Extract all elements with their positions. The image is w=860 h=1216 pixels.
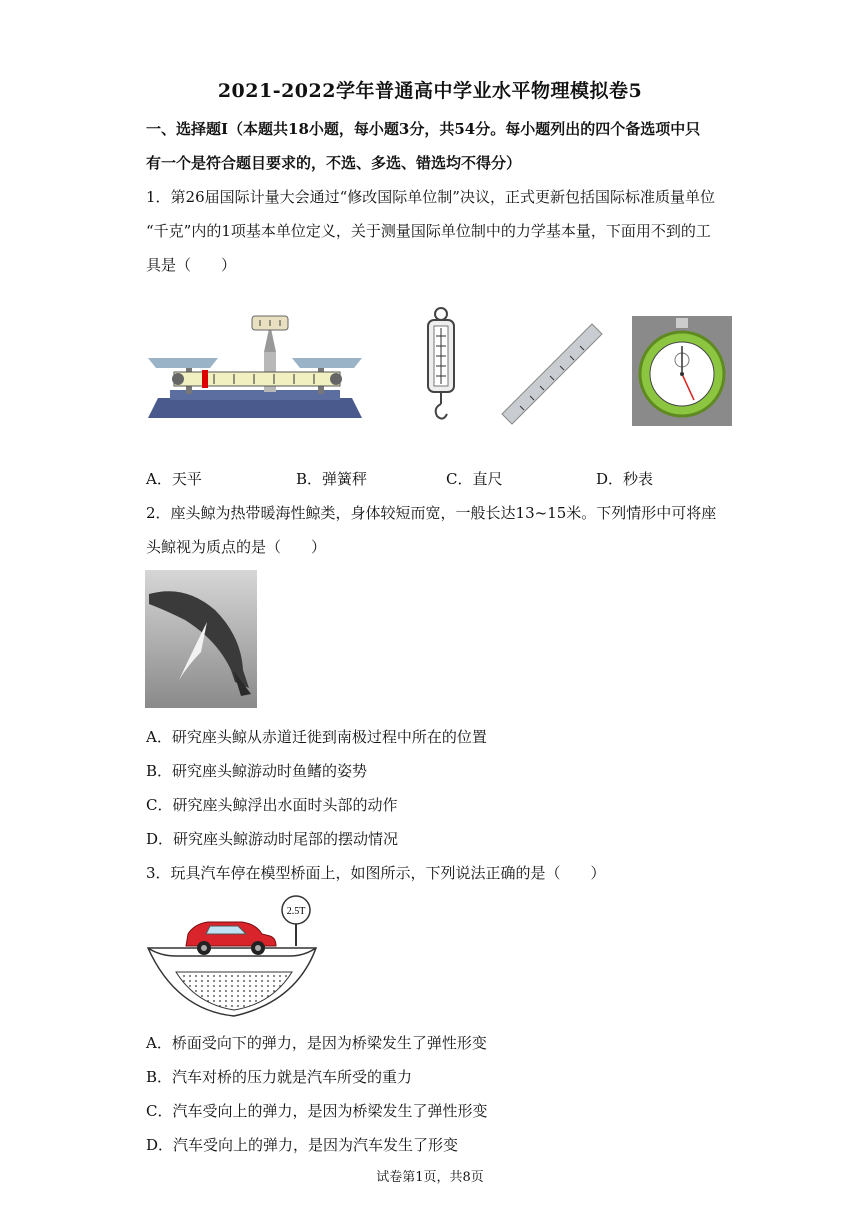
balance-scale-image bbox=[148, 312, 362, 424]
q2-stem-line1: 2．座头鲸为热带暖海性鲸类，身体较短而宽，一般长达13~15米。下列情形中可将座 bbox=[146, 504, 717, 522]
stopwatch-image bbox=[632, 316, 732, 426]
q1-stem-line2: “千克”内的1项基本单位定义，关于测量国际单位制中的力学基本量，下面用不到的工 bbox=[146, 222, 711, 240]
spring-scale-image bbox=[424, 306, 458, 424]
q1-option-d: D．秒表 bbox=[596, 470, 654, 488]
humpback-whale-image bbox=[145, 570, 257, 708]
q1-stem-line1: 1．第26届国际计量大会通过“修改国际单位制”决议，正式更新包括国际标准质量单位 bbox=[146, 188, 715, 206]
q3-option-b: B．汽车对桥的压力就是汽车所受的重力 bbox=[146, 1068, 413, 1086]
page-title: 2021-2022学年普通高中学业水平物理模拟卷5 bbox=[217, 80, 643, 102]
q1-option-b: B．弹簧秤 bbox=[296, 470, 368, 488]
toy-car-bridge-image bbox=[146, 894, 318, 1020]
q2-option-c: C．研究座头鲸浮出水面时头部的动作 bbox=[146, 796, 398, 814]
section-heading-line1: 一、选择题Ⅰ（本题共18小题，每小题3分，共54分。每小题列出的四个备选项中只 bbox=[146, 120, 701, 138]
q3-option-c: C．汽车受向上的弹力，是因为桥梁发生了弹性形变 bbox=[146, 1102, 488, 1120]
q1-option-a: A．天平 bbox=[146, 470, 202, 488]
q3-stem-line1: 3．玩具汽车停在模型桥面上，如图所示，下列说法正确的是（ ） bbox=[146, 864, 606, 882]
page-footer: 试卷第1页，共8页 bbox=[376, 1170, 484, 1185]
q2-option-a: A．研究座头鲸从赤道迁徙到南极过程中所在的位置 bbox=[146, 728, 487, 746]
bridge-weight-sign-text: 2.5T bbox=[286, 906, 306, 917]
q3-option-a: A．桥面受向下的弹力，是因为桥梁发生了弹性形变 bbox=[146, 1034, 487, 1052]
section-heading-line2: 有一个是符合题目要求的，不选、多选、错选均不得分） bbox=[146, 154, 522, 172]
q2-option-b: B．研究座头鲸游动时鱼鳍的姿势 bbox=[146, 762, 368, 780]
ruler-image bbox=[500, 322, 604, 428]
q1-stem-line3: 具是（ ） bbox=[146, 256, 237, 274]
q2-stem-line2: 头鲸视为质点的是（ ） bbox=[146, 538, 327, 556]
q2-option-d: D．研究座头鲸游动时尾部的摆动情况 bbox=[146, 830, 399, 848]
q3-option-d: D．汽车受向上的弹力，是因为汽车发生了形变 bbox=[146, 1136, 459, 1154]
q1-option-c: C．直尺 bbox=[446, 470, 503, 488]
